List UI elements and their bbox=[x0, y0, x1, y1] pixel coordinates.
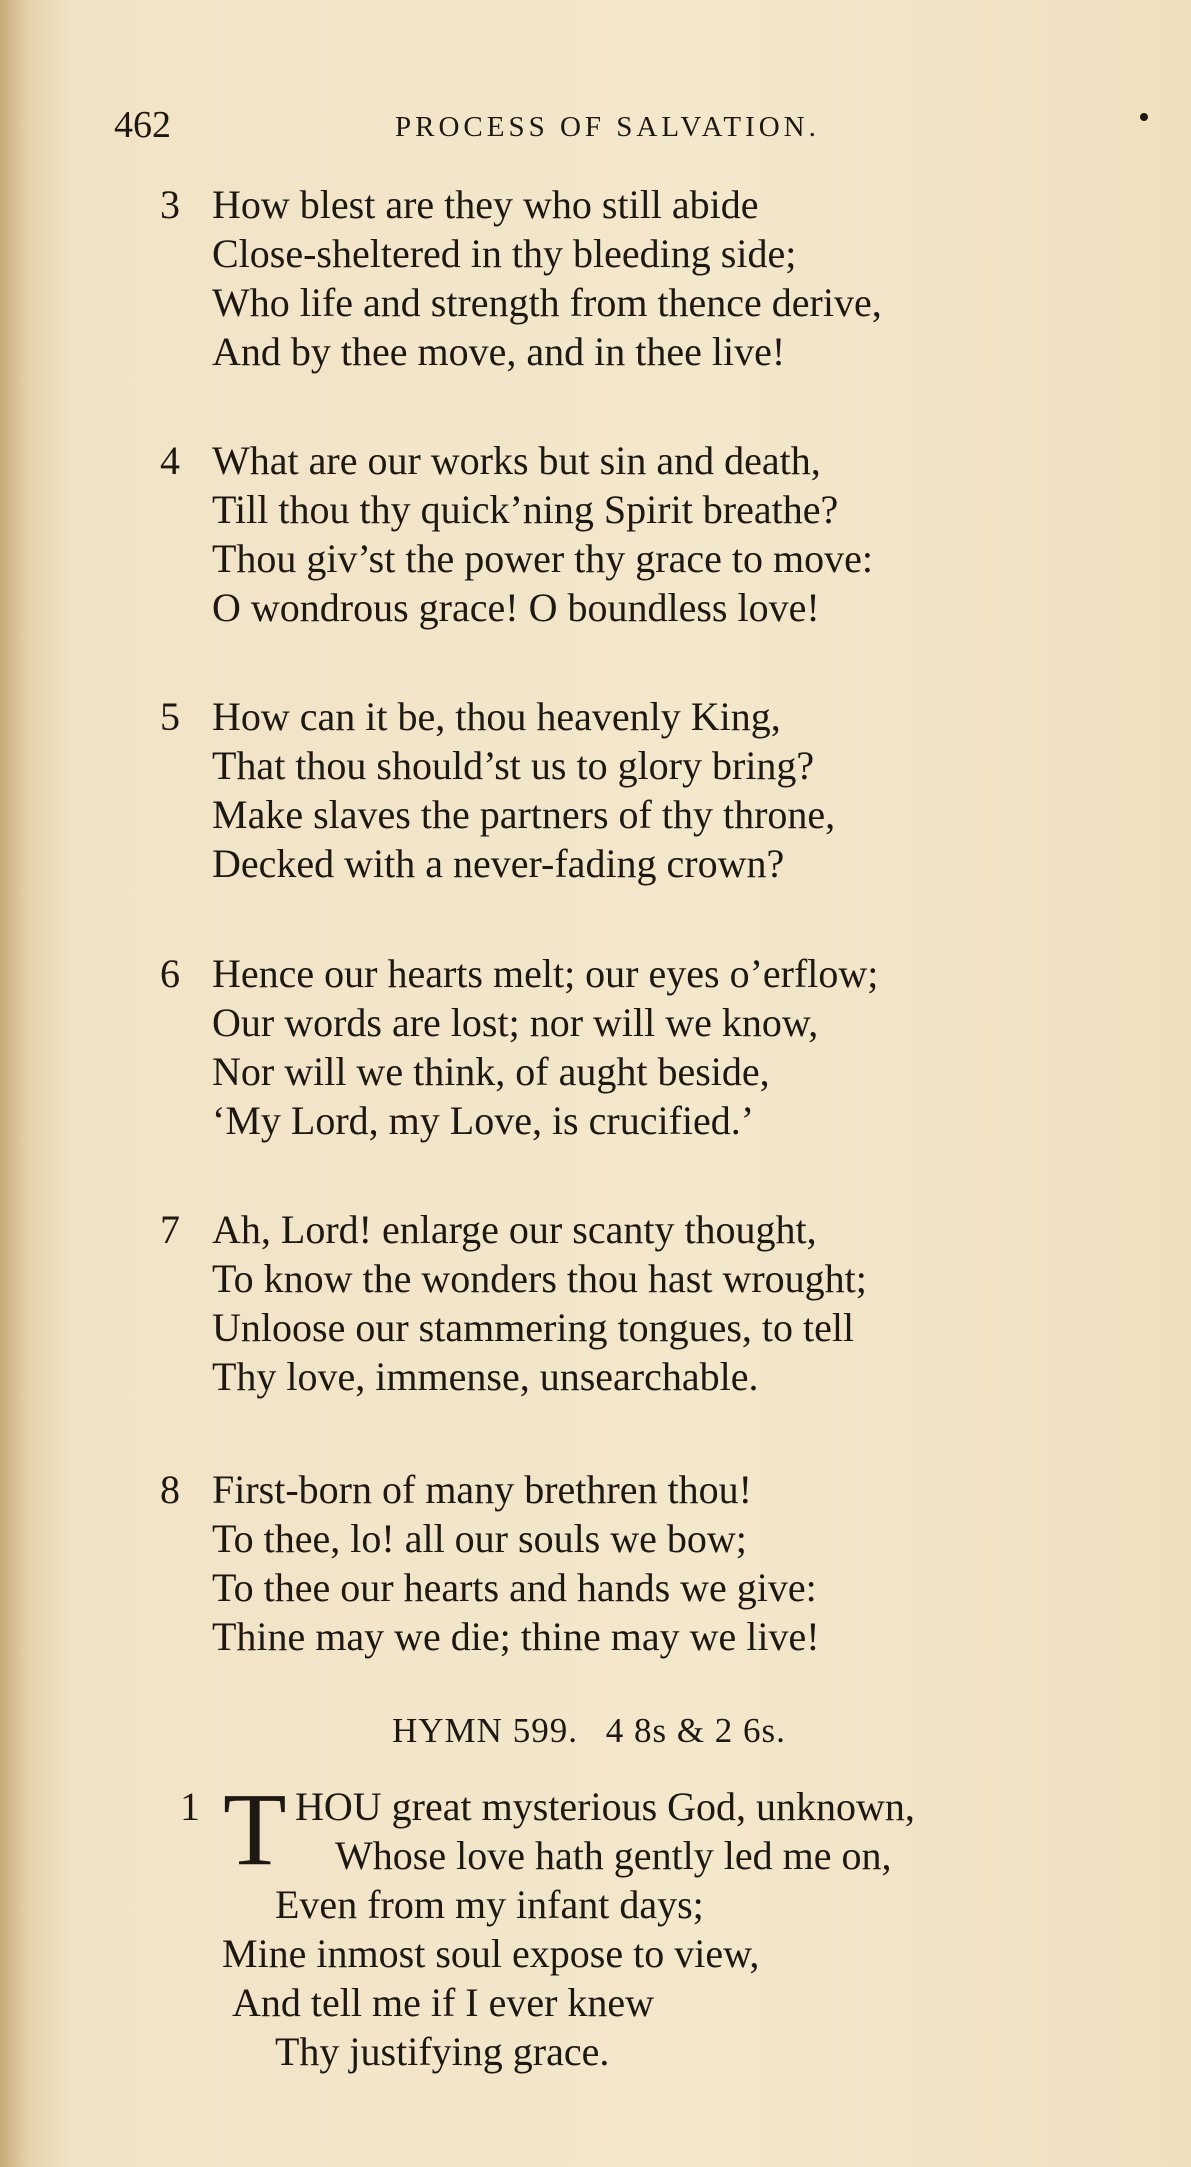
stanza bbox=[160, 692, 1170, 892]
verse-line: First-born of many brethren thou! bbox=[212, 1467, 752, 1512]
drop-cap: T bbox=[223, 1772, 287, 1887]
verse-line: How blest are they who still abide bbox=[212, 182, 759, 227]
verse-line: Thy love, immense, unsearchable. bbox=[212, 1354, 759, 1399]
stanza bbox=[160, 180, 1170, 380]
verse-line: Till thou thy quick’ning Spirit breathe? bbox=[212, 487, 839, 532]
verse-line: Hence our hearts melt; our eyes o’erflow; bbox=[212, 951, 879, 996]
running-head: PROCESS OF SALVATION. bbox=[395, 111, 820, 143]
verse-line: Whose love hath gently led me on, bbox=[335, 1833, 892, 1878]
stanza-number: 3 bbox=[160, 182, 180, 227]
hymn-stanza bbox=[180, 1772, 1180, 2102]
verse-line: Close-sheltered in thy bleeding side; bbox=[212, 231, 797, 276]
stanza-number: 4 bbox=[160, 438, 180, 483]
hymn-title: HYMN 599. bbox=[392, 1711, 578, 1750]
verse-line: Nor will we think, of aught beside, bbox=[212, 1049, 770, 1094]
verse-line: What are our works but sin and death, bbox=[212, 438, 821, 483]
hymn-heading bbox=[392, 1711, 786, 1751]
stanza-number: 6 bbox=[160, 951, 180, 996]
verse-line: To know the wonders thou hast wrought; bbox=[212, 1256, 867, 1301]
page-number: 462 bbox=[114, 104, 171, 146]
stanza-number: 7 bbox=[160, 1207, 180, 1252]
verse-line: Mine inmost soul expose to view, bbox=[222, 1931, 760, 1976]
stanza bbox=[160, 436, 1170, 636]
verse-line: How can it be, thou heavenly King, bbox=[212, 694, 781, 739]
verse-line: And tell me if I ever knew bbox=[232, 1980, 655, 2025]
verse-line: Thy justifying grace. bbox=[275, 2029, 610, 2074]
verse-line: Thine may we die; thine may we live! bbox=[212, 1614, 820, 1659]
verse-line: Ah, Lord! enlarge our scanty thought, bbox=[212, 1207, 817, 1252]
verse-line: Decked with a never-fading crown? bbox=[212, 841, 785, 886]
verse-line: Even from my infant days; bbox=[275, 1882, 704, 1927]
verse-line: Unloose our stammering tongues, to tell bbox=[212, 1305, 855, 1350]
page-header bbox=[0, 103, 1191, 153]
verse-line: To thee, lo! all our souls we bow; bbox=[212, 1516, 747, 1561]
verse-line: Who life and strength from thence derive, bbox=[212, 280, 882, 325]
stanza bbox=[160, 949, 1170, 1149]
stanza bbox=[160, 1465, 1170, 1665]
verse-line: Thou giv’st the power thy grace to move: bbox=[212, 536, 873, 581]
hymn-meter: 4 8s & 2 6s. bbox=[605, 1711, 786, 1750]
stanza bbox=[160, 1205, 1170, 1405]
verse-line: Make slaves the partners of thy throne, bbox=[212, 792, 836, 837]
verse-line: To thee our hearts and hands we give: bbox=[212, 1565, 817, 1610]
verse-line: Our words are lost; nor will we know, bbox=[212, 1000, 819, 1045]
stanza-number: 5 bbox=[160, 694, 180, 739]
verse-line: O wondrous grace! O boundless love! bbox=[212, 585, 820, 630]
print-mark bbox=[1140, 113, 1148, 121]
stanza-number: 8 bbox=[160, 1467, 180, 1512]
verse-line: HOU great mysterious God, unknown, bbox=[295, 1784, 915, 1829]
verse-line: That thou should’st us to glory bring? bbox=[212, 743, 815, 788]
verse-line: ‘My Lord, my Love, is crucified.’ bbox=[212, 1098, 755, 1143]
verse-line: And by thee move, and in thee live! bbox=[212, 329, 786, 374]
stanza-number: 1 bbox=[180, 1784, 200, 1829]
